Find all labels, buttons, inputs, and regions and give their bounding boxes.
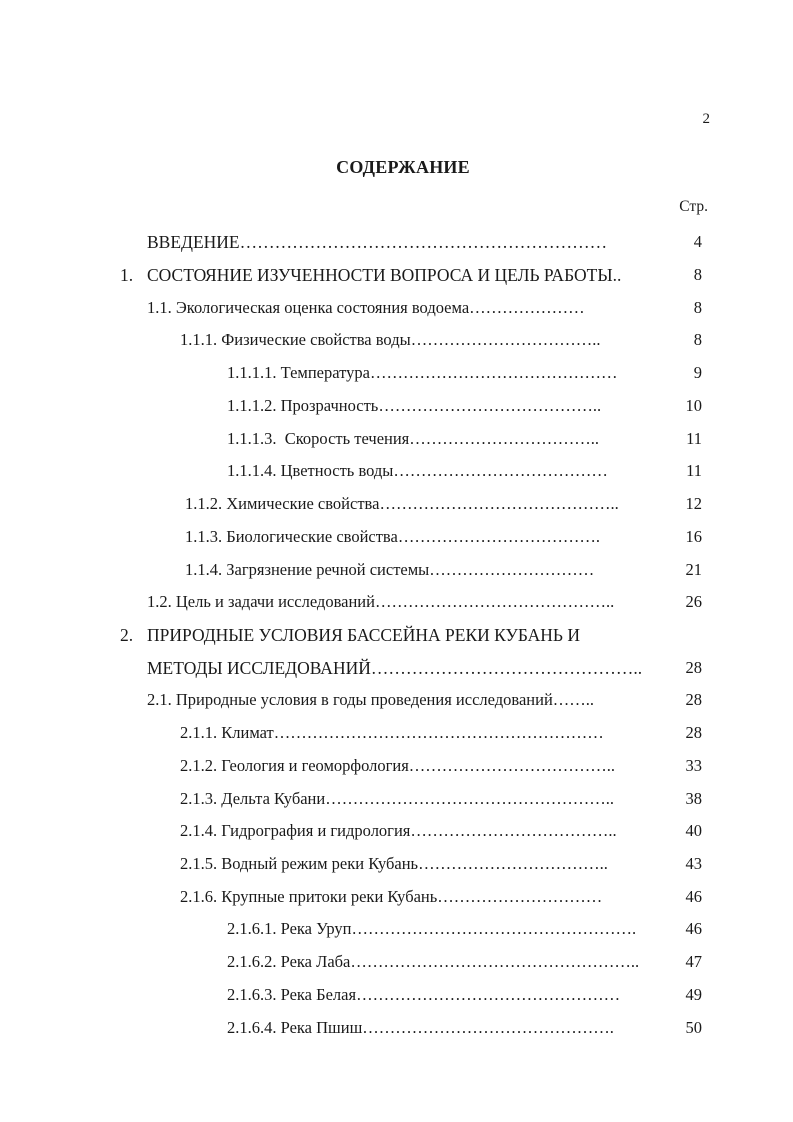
toc-entry-2-1-6-2[interactable] (0, 950, 793, 974)
toc-entry-text: ВВЕДЕНИЕ……………………………………………………… (147, 232, 608, 252)
toc-entry-text: МЕТОДЫ ИССЛЕДОВАНИЙ……………………………………….. (147, 658, 643, 678)
toc-entry-1-1[interactable] (0, 296, 793, 320)
toc-entry-page: 33 (685, 756, 702, 775)
toc-entry-text: 2.1.6. Крупные притоки реки Кубань………………………… (180, 887, 603, 906)
toc-entry-page: 21 (685, 560, 702, 579)
page-number: 2 (702, 111, 710, 127)
toc-entry-2-1-1[interactable] (0, 721, 793, 745)
toc-entry-text: 2.1.6.3. Река Белая………………………………………… (227, 985, 621, 1004)
toc-entry-page: 11 (686, 461, 702, 480)
toc-entry-chapter-1[interactable] (0, 263, 793, 287)
toc-entry-page: 50 (685, 1018, 702, 1037)
toc-entry-1-2[interactable] (0, 590, 793, 614)
toc-entry-page: 10 (685, 396, 702, 415)
toc-entry-chapter-2-continued[interactable] (0, 656, 793, 680)
toc-entry-text: 2.1.6.1. Река Уруп……………………………………………. (227, 919, 637, 938)
toc-entry-page: 16 (685, 527, 702, 546)
toc-entry-page: 8 (693, 330, 702, 349)
page-column-label: Стр. (679, 198, 708, 215)
toc-entry-2-1[interactable] (0, 688, 793, 712)
toc-chapter-number: 2. (120, 625, 134, 645)
toc-entry-text: 2.1.5. Водный режим реки Кубань…………………………….. (180, 854, 608, 873)
toc-entry-page: 38 (685, 789, 702, 808)
toc-entry-text: 2.1.4. Гидрография и гидрология……………………………….. (180, 821, 617, 840)
toc-entry-2-1-5[interactable] (0, 852, 793, 876)
toc-chapter-number: 1. (120, 265, 134, 285)
toc-entry-text: 2.1. Природные условия в годы проведения исследований…….. (147, 690, 595, 709)
toc-entry-text: 2.1.1. Климат…………………………………………………… (180, 723, 604, 742)
toc-entry-page: 46 (685, 887, 702, 906)
toc-entry-text: 1.1.4. Загрязнение речной системы………………………… (185, 560, 595, 579)
toc-entry-page: 8 (693, 265, 702, 284)
toc-entry-2-1-6-3[interactable] (0, 983, 793, 1007)
toc-entry-page: 47 (685, 952, 702, 971)
toc-entry-introduction[interactable] (0, 230, 793, 254)
toc-entry-page: 28 (685, 690, 702, 709)
toc-entry-page: 28 (685, 658, 702, 677)
toc-entry-text: ПРИРОДНЫЕ УСЛОВИЯ БАССЕЙНА РЕКИ КУБАНЬ И (147, 625, 580, 645)
toc-entry-page: 43 (685, 854, 702, 873)
toc-entry-text: 1.1. Экологическая оценка состояния водоема………………… (147, 298, 585, 317)
toc-entry-page: 11 (686, 429, 702, 448)
toc-entry-text: 2.1.3. Дельта Кубани…………………………………………….. (180, 789, 614, 808)
toc-entry-2-1-6[interactable] (0, 885, 793, 909)
toc-entry-page: 28 (685, 723, 702, 742)
toc-entry-page: 12 (685, 494, 702, 513)
toc-entry-1-1-3[interactable] (0, 525, 793, 549)
toc-entry-page: 49 (685, 985, 702, 1004)
toc-entry-1-1-1-4[interactable] (0, 459, 793, 483)
toc-entry-1-1-1-3[interactable] (0, 427, 793, 451)
toc-entry-page: 4 (693, 232, 702, 251)
toc-entry-2-1-6-4[interactable] (0, 1016, 793, 1040)
toc-entry-1-1-1[interactable] (0, 328, 793, 352)
toc-title: СОДЕРЖАНИЕ (336, 157, 470, 177)
toc-entry-text: 2.1.6.2. Река Лаба…………………………………………….. (227, 952, 640, 971)
toc-entry-text: 1.1.2. Химические свойства…………………………………….. (185, 494, 619, 513)
toc-entry-1-1-4[interactable] (0, 558, 793, 582)
toc-entry-1-1-2[interactable] (0, 492, 793, 516)
toc-entry-text: СОСТОЯНИЕ ИЗУЧЕННОСТИ ВОПРОСА И ЦЕЛЬ РАБОТЫ.. (147, 265, 622, 285)
toc-entry-text: 1.1.3. Биологические свойства………………………………. (185, 527, 600, 546)
toc-entry-page: 26 (685, 592, 702, 611)
toc-entry-2-1-6-1[interactable] (0, 917, 793, 941)
toc-entry-text: 2.1.6.4. Река Пшиш………………………………………. (227, 1018, 614, 1037)
toc-entry-text: 1.1.1.1. Температура……………………………………… (227, 363, 618, 382)
toc-entry-text: 1.1.1.3. Скорость течения…………………………….. (227, 429, 600, 448)
toc-entry-chapter-2[interactable] (0, 623, 793, 647)
toc-entry-text: 1.2. Цель и задачи исследований…………………………………….. (147, 592, 615, 611)
toc-entry-2-1-3[interactable] (0, 787, 793, 811)
toc-entry-1-1-1-2[interactable] (0, 394, 793, 418)
toc-entry-page: 46 (685, 919, 702, 938)
toc-entry-text: 1.1.1. Физические свойства воды…………………………….. (180, 330, 601, 349)
toc-entry-2-1-4[interactable] (0, 819, 793, 843)
toc-entry-1-1-1-1[interactable] (0, 361, 793, 385)
toc-entry-page: 9 (693, 363, 702, 382)
toc-entry-text: 2.1.2. Геология и геоморфология……………………………….. (180, 756, 616, 775)
toc-entry-text: 1.1.1.2. Прозрачность………………………………….. (227, 396, 602, 415)
toc-entry-text: 1.1.1.4. Цветность воды………………………………… (227, 461, 608, 480)
toc-entry-page: 8 (693, 298, 702, 317)
toc-entry-page: 40 (685, 821, 702, 840)
toc-entry-2-1-2[interactable] (0, 754, 793, 778)
